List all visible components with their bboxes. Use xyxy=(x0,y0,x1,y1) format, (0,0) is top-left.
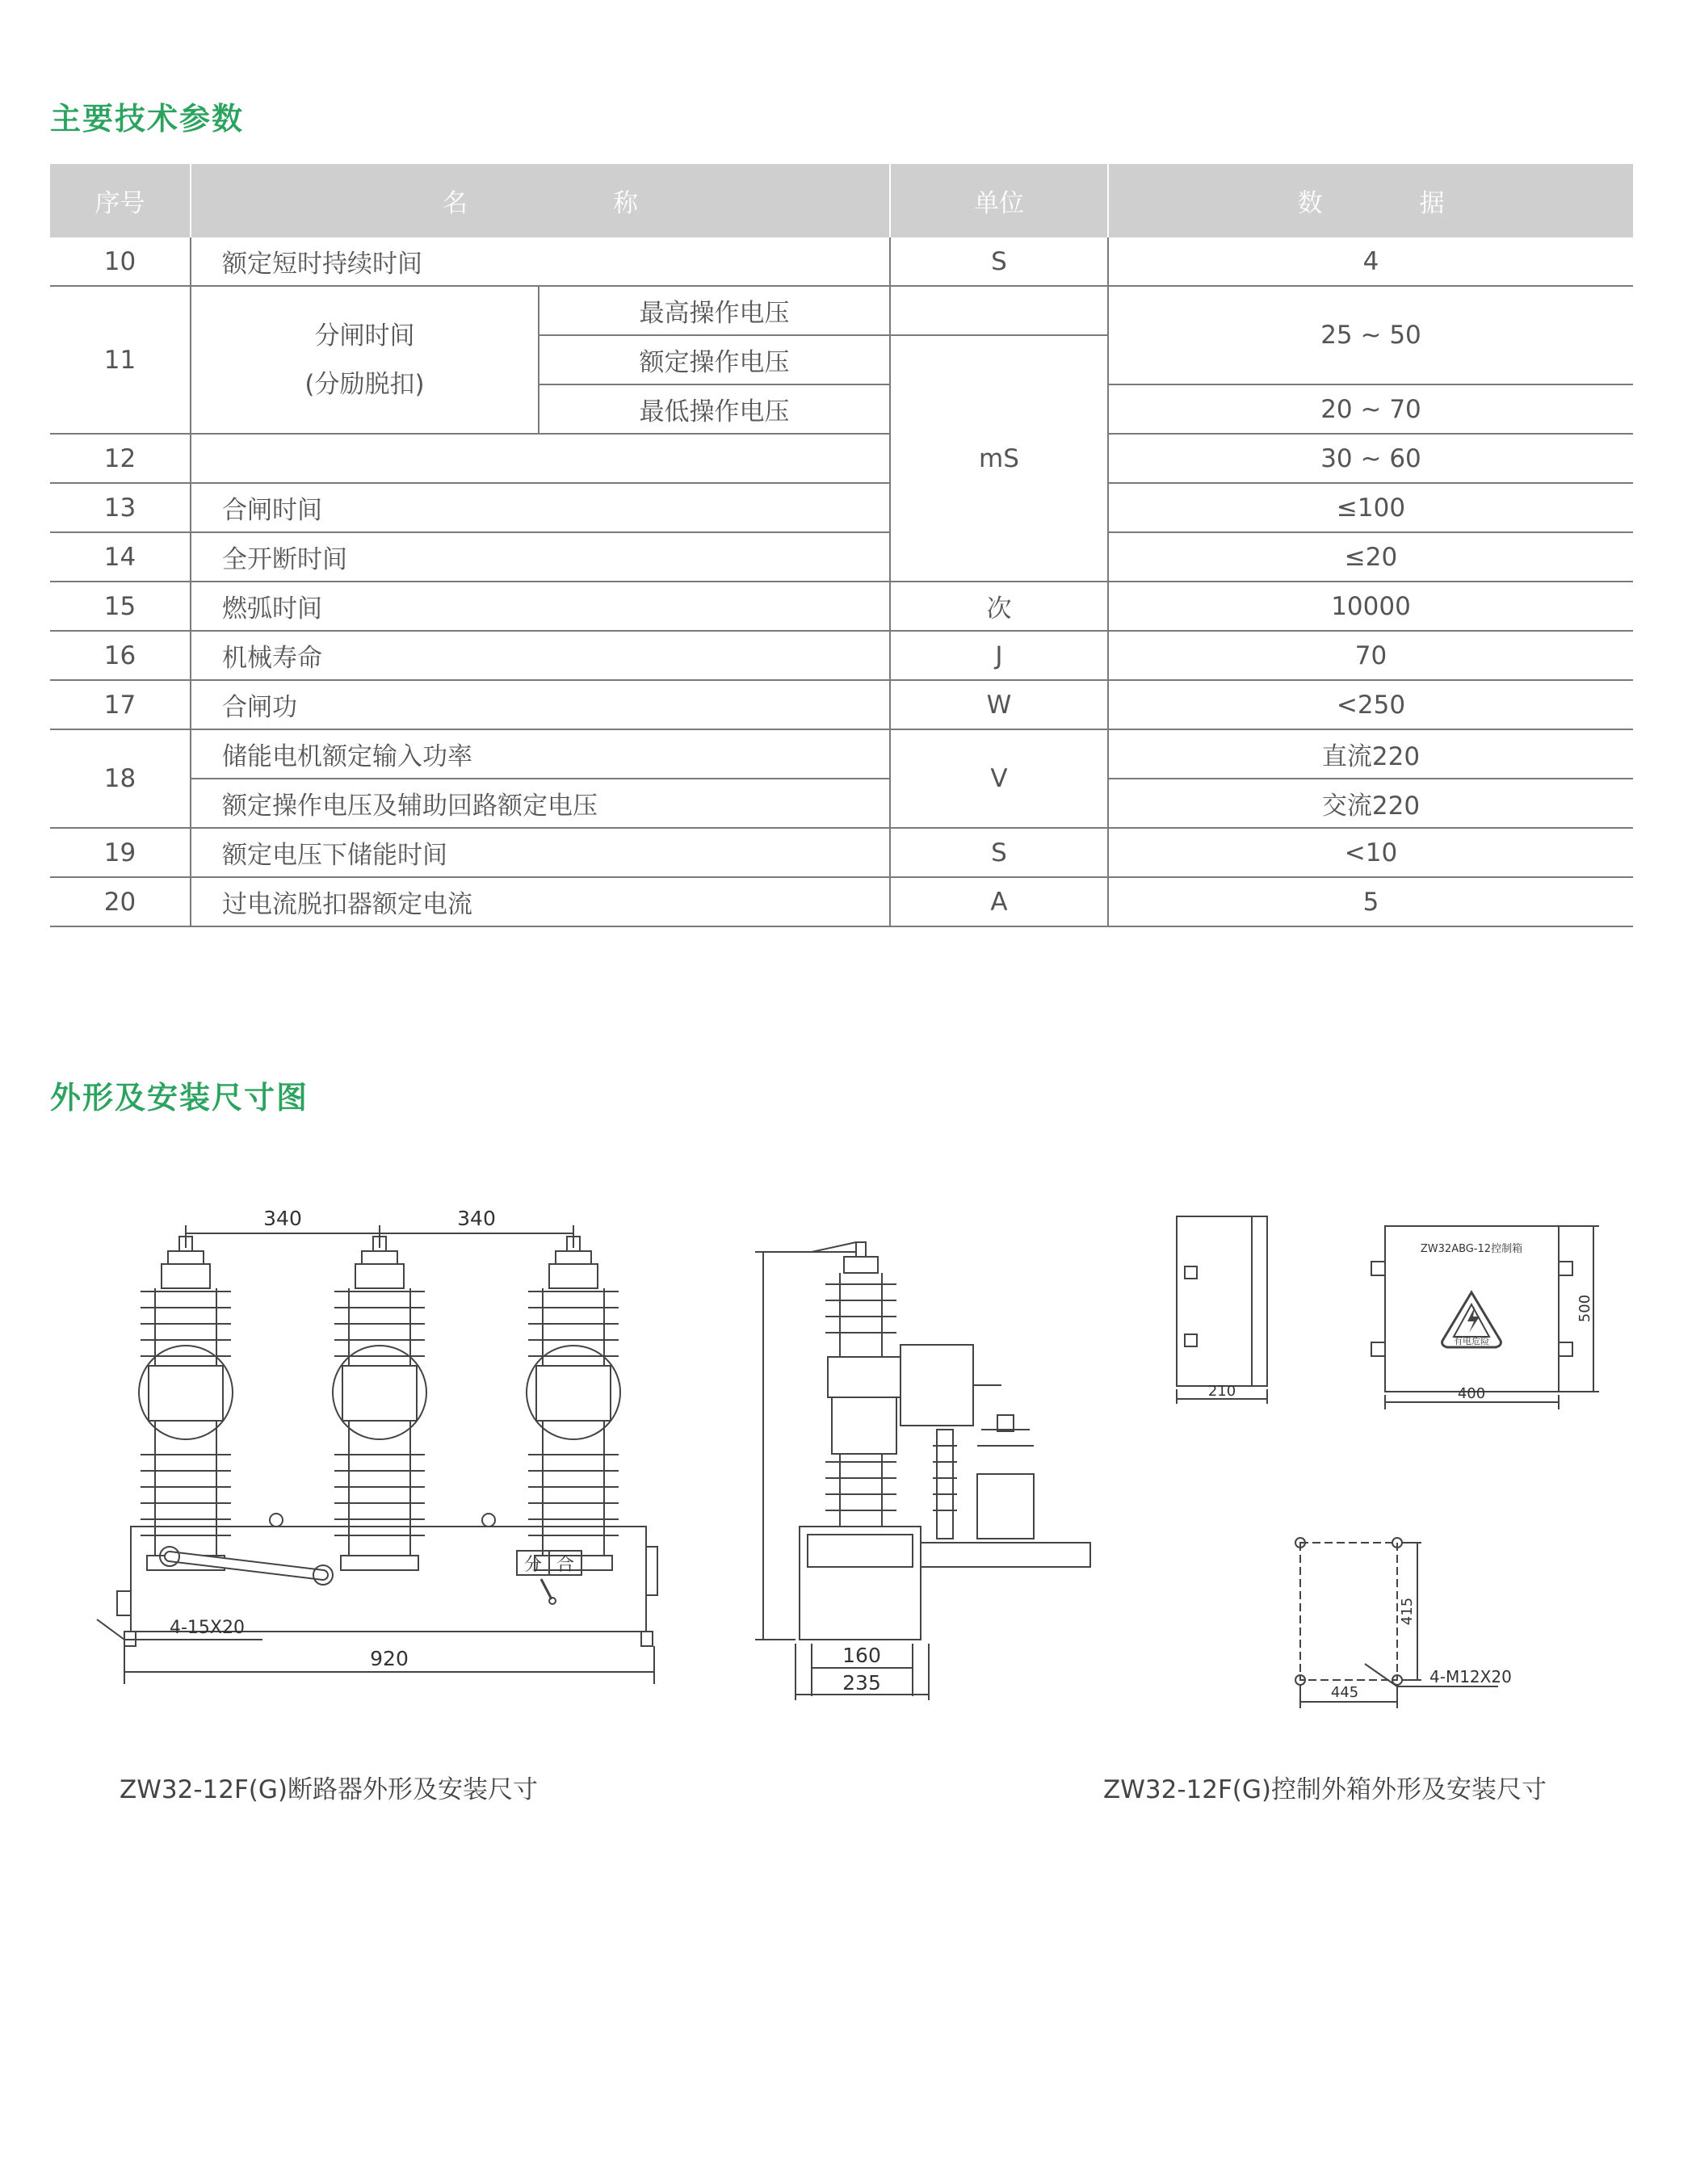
dim-mount-holes: 4-M12X20 xyxy=(1429,1667,1512,1686)
insulator-pole-1 xyxy=(139,1237,233,1570)
table-row: 10 额定短时持续时间 S 4 xyxy=(50,237,1633,286)
dim-holes: 4-15X20 xyxy=(170,1618,245,1638)
side-insulator xyxy=(800,1257,1090,1640)
dim-base: 160 xyxy=(842,1644,881,1667)
table-row: 12 30 ~ 60 xyxy=(50,434,1633,483)
control-box-drawing xyxy=(1163,1203,1615,1720)
table-row: 17 合闸功 W <250 xyxy=(50,680,1633,729)
breaker-side-drawing xyxy=(751,1236,1106,1704)
table-row: 19 额定电压下储能时间 S <10 xyxy=(50,828,1633,877)
dim-mount-width: 445 xyxy=(1330,1684,1359,1701)
section-title-drawings: 外形及安装尺寸图 xyxy=(50,1080,309,1115)
dim-total: 235 xyxy=(842,1671,881,1695)
breaker-body xyxy=(131,1527,646,1632)
header-unit: 单位 xyxy=(890,164,1108,237)
dim-width: 920 xyxy=(370,1647,409,1670)
breaker-front-drawing xyxy=(89,1199,678,1700)
control-box-title: ZW32ABG-12控制箱 xyxy=(1420,1243,1523,1255)
table-row: 额定操作电压及辅助回路额定电压 交流220 xyxy=(50,779,1633,828)
insulator-pole-2 xyxy=(333,1237,426,1570)
label-close: 合 xyxy=(556,1555,575,1575)
mounting-plan xyxy=(1300,1543,1397,1680)
table-row: 14 全开断时间 ≤20 xyxy=(50,532,1633,582)
header-no: 序号 xyxy=(50,164,191,237)
table-row: 11 分闸时间 (分励脱扣) 最高操作电压 25 ~ 50 xyxy=(50,286,1633,335)
parameters-table xyxy=(50,164,1633,927)
table-row: 18 储能电机额定输入功率 V 直流220 xyxy=(50,729,1633,779)
table-row: 13 合闸时间 ≤100 xyxy=(50,483,1633,532)
dim-spacing-2: 340 xyxy=(457,1207,496,1230)
table-row: 20 过电流脱扣器额定电流 A 5 xyxy=(50,877,1633,926)
dim-box-width: 400 xyxy=(1457,1385,1486,1402)
header-name: 名 称 xyxy=(191,164,890,237)
caption-control-box: ZW32-12F(G)控制外箱外形及安装尺寸 xyxy=(1103,1775,1547,1804)
insulator-pole-3 xyxy=(527,1237,620,1570)
dim-mount-height: 415 xyxy=(1399,1597,1416,1626)
dim-height: 500 xyxy=(1576,1294,1593,1323)
table-header-row xyxy=(50,164,1633,237)
header-data: 数 据 xyxy=(1108,164,1633,237)
dim-spacing-1: 340 xyxy=(263,1207,302,1230)
table-row: 最低操作电压 20 ~ 70 xyxy=(50,384,1633,434)
warning-text: 有电危险 xyxy=(1454,1336,1489,1346)
table-row: 额定操作电压 mS xyxy=(50,335,1633,384)
caption-breaker: ZW32-12F(G)断路器外形及安装尺寸 xyxy=(120,1775,539,1804)
section-title-params: 主要技术参数 xyxy=(50,101,245,136)
table-row: 16 机械寿命 J 70 xyxy=(50,631,1633,680)
dim-depth: 210 xyxy=(1207,1383,1236,1400)
control-box-side xyxy=(1177,1216,1267,1386)
table-row: 15 燃弧时间 次 10000 xyxy=(50,582,1633,631)
label-open: 分 xyxy=(523,1555,543,1575)
